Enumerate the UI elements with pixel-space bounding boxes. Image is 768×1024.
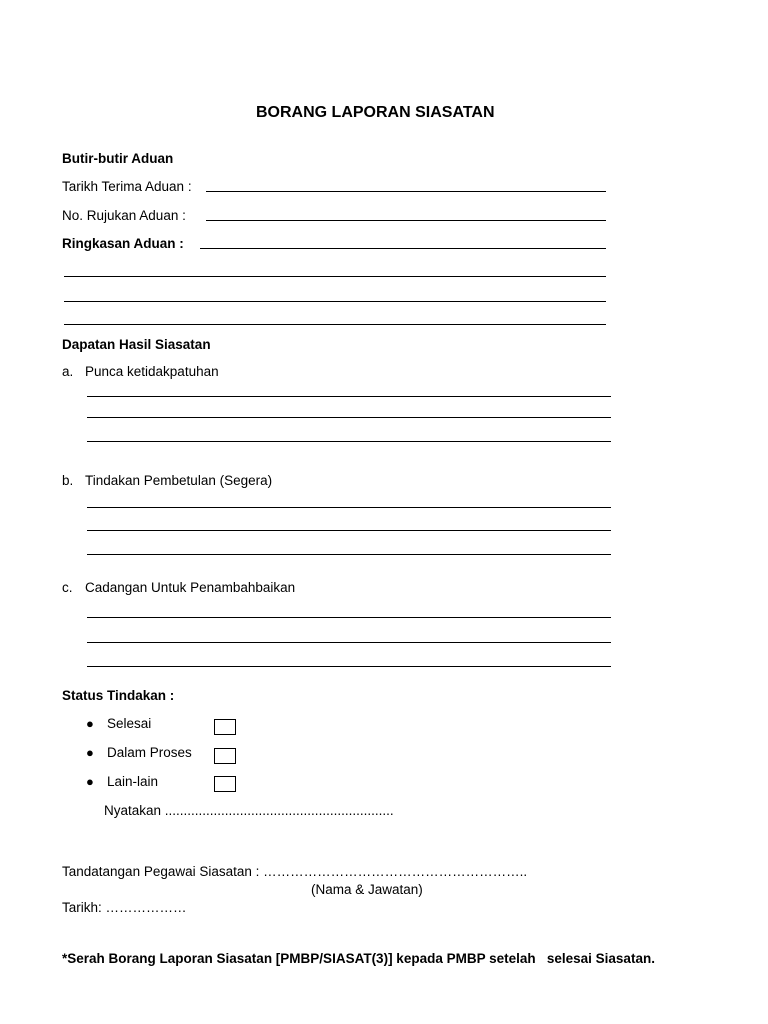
status-option-label: Lain-lain — [107, 774, 159, 789]
complaint-summary-label: Ringkasan Aduan : — [62, 236, 184, 251]
finding-answer-line[interactable] — [87, 666, 611, 667]
finding-answer-line[interactable] — [87, 396, 611, 397]
finding-item-label: Cadangan Untuk Penambahbaikan — [85, 580, 296, 595]
form-title: BORANG LAPORAN SIASATAN — [256, 104, 495, 121]
finding-answer-line[interactable] — [87, 554, 611, 555]
bullet-icon: ● — [86, 745, 94, 760]
finding-item-label: Punca ketidakpatuhan — [85, 364, 219, 379]
status-option-label: Dalam Proses — [107, 745, 192, 760]
complaint-summary-line[interactable] — [64, 324, 606, 325]
finding-answer-line[interactable] — [87, 417, 611, 418]
complaint-section-heading: Butir-butir Aduan — [62, 151, 174, 166]
finding-answer-line[interactable] — [87, 617, 611, 618]
signature-subtext: (Nama & Jawatan) — [311, 882, 423, 897]
finding-item-label: Tindakan Pembetulan (Segera) — [85, 473, 273, 488]
reference-number-label: No. Rujukan Aduan : — [62, 208, 186, 223]
status-checkbox-lain-lain[interactable] — [214, 776, 236, 792]
status-section-heading: Status Tindakan : — [62, 688, 175, 703]
findings-section-heading: Dapatan Hasil Siasatan — [62, 337, 211, 352]
complaint-summary-line[interactable] — [64, 276, 606, 277]
finding-item-letter: c. — [62, 580, 73, 595]
finding-item-letter: a. — [62, 364, 74, 379]
complaint-summary-field[interactable] — [200, 248, 606, 249]
finding-answer-line[interactable] — [87, 507, 611, 508]
signature-field[interactable]: Tandatangan Pegawai Siasatan : ………………………………………………….. — [62, 864, 528, 879]
bullet-icon: ● — [86, 774, 94, 789]
specify-field[interactable]: Nyatakan ............................................................. — [104, 803, 394, 818]
reference-number-field[interactable] — [206, 220, 606, 221]
complaint-summary-line[interactable] — [64, 301, 606, 302]
date-received-label: Tarikh Terima Aduan : — [62, 179, 192, 194]
finding-answer-line[interactable] — [87, 530, 611, 531]
footer-note: *Serah Borang Laporan Siasatan [PMBP/SIASAT(3)] kepada PMBP setelah selesai Siasatan. — [62, 951, 655, 966]
finding-item-letter: b. — [62, 473, 74, 488]
finding-answer-line[interactable] — [87, 642, 611, 643]
status-option-label: Selesai — [107, 716, 152, 731]
date-field[interactable]: Tarikh: ……………… — [62, 900, 187, 915]
date-received-field[interactable] — [206, 191, 606, 192]
bullet-icon: ● — [86, 716, 94, 731]
finding-answer-line[interactable] — [87, 441, 611, 442]
status-checkbox-selesai[interactable] — [214, 719, 236, 735]
status-checkbox-dalam-proses[interactable] — [214, 748, 236, 764]
